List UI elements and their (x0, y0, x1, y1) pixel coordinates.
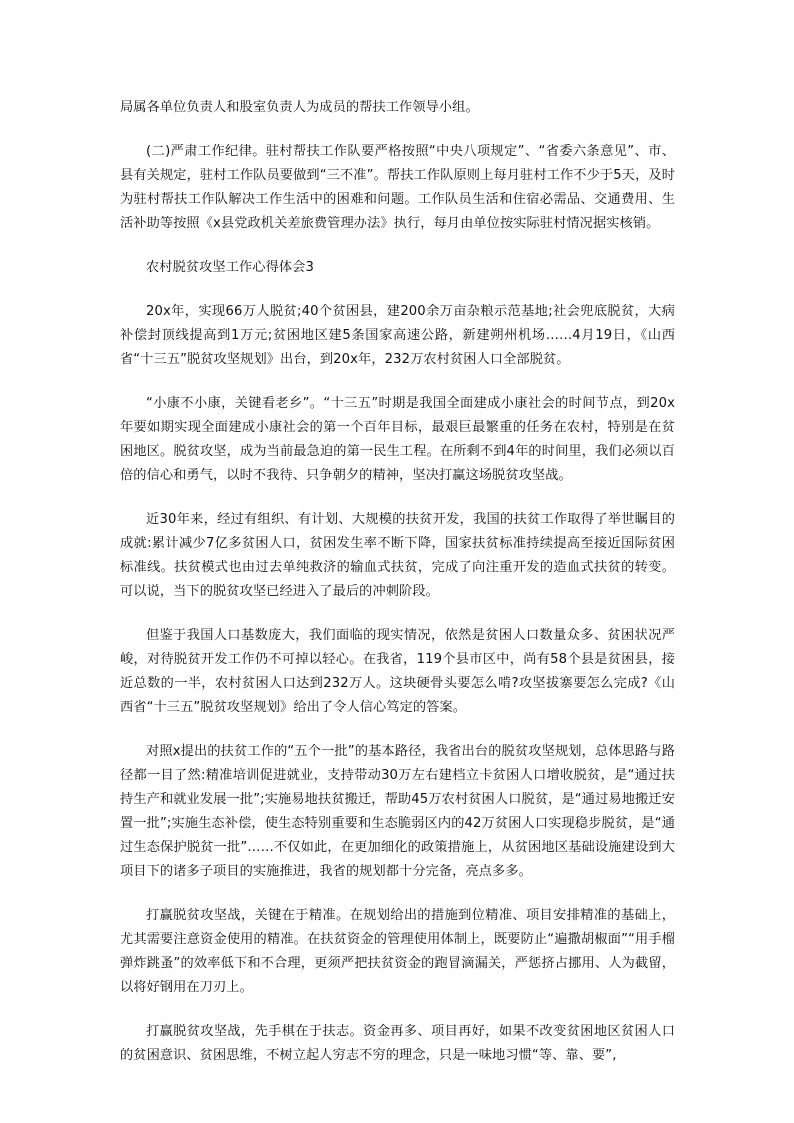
document-body (120, 96, 675, 1088)
paragraph-achievements: 20x年，实现66万人脱贫;40个贫困县，建200余万亩杂粮示范基地;社会兜底脱贫，大病补偿封顶线提高到1万元;贫困地区建5条国家高速公路，新建朔州机场……4月19日，《山西省“十三五”脱贫攻坚规划》出台，到20x年，232万农村贫困人口全部脱贫。 (120, 304, 675, 367)
paragraph-xiaokang: “小康不小康，关键看老乡”。“十三五”时期是我国全面建成小康社会的时间节点，到20x年要如期实现全面建成小康社会的第一个百年目标，最艰巨最繁重的任务在农村，特别是在贫困地区。脱贫攻坚，成为当前最急迫的第一民生工程。在所剩不到4年的时间里，我们必须以百倍的信心和勇气，以时不我待、只争朝夕的精神，坚决打赢这场脱贫攻坚战。 (120, 396, 675, 483)
paragraph-work-discipline: (二)严肃工作纪律。驻村帮扶工作队要严格按照“中央八项规定”、“省委六条意见”、市、县有关规定，驻村工作队员要做到“三不准”。帮扶工作队原则上每月驻村工作不少于5天，及时为驻村帮扶工作队解决工作生活中的困难和问题。工作队员生活和住宿必需品、交通费用、生活补助等按照《x县党政机关差旅费管理办法》执行，每月由单位按实际驻村情况据实核销。 (120, 144, 675, 231)
paragraph-precision: 打赢脱贫攻坚战，关键在于精准。在规划给出的措施到位精准、项目安排精准的基础上，尤其需要注意资金使用的精准。在扶贫资金的管理使用体制上，既要防止“遍撒胡椒面”“用手榴弹炸跳蚤”的效率低下和不合理，更须严把扶贫资金的跑冒滴漏关，严惩挤占挪用、人为截留，以将好钢用在刀刃上。 (120, 908, 675, 995)
paragraph-aspiration: 打赢脱贫攻坚战，先手棋在于扶志。资金再多、项目再好，如果不改变贫困地区贫困人口的贫困意识、贫困思维，不树立起人穷志不穷的理念，只是一味地习惯“等、靠、要”, (120, 1024, 675, 1063)
paragraph-current-situation: 但鉴于我国人口基数庞大，我们面临的现实情况，依然是贫困人口数量众多、贫困状况严峻，对待脱贫开发工作仍不可掉以轻心。在我省，119个县市区中，尚有58个县是贫困县，接近总数的一半，农村贫困人口达到232万人。这块硬骨头要怎么啃?攻坚拔寨要怎么完成?《山西省“十三五”脱贫攻坚规划》给出了令人信心笃定的答案。 (120, 628, 675, 715)
paragraph-five-batches: 对照x提出的扶贫工作的“五个一批”的基本路径，我省出台的脱贫攻坚规划，总体思路与路径都一目了然:精准培训促进就业，支持带动30万左右建档立卡贫困人口增收脱贫，是“通过扶持生产和就业发展一批”;实施易地扶贫搬迁，帮助45万农村贫困人口脱贫，是“通过易地搬迁安置一批”;实施生态补偿，使生态特别重要和生态脆弱区内的42万贫困人口实现稳步脱贫，是“通过生态保护脱贫一批”……不仅如此，在更加细化的政策措施上，从贫困地区基础设施建设到大项目下的诸多子项目的实施推进，我省的规划都十分完备，亮点多多。 (120, 744, 675, 879)
section-heading: 农村脱贫攻坚工作心得体会3 (146, 260, 314, 275)
paragraph-leadership-group: 局属各单位负责人和股室负责人为成员的帮扶工作领导小组。 (120, 100, 479, 115)
paragraph-thirty-years: 近30年来，经过有组织、有计划、大规模的扶贫开发，我国的扶贫工作取得了举世瞩目的成就:累计减少7亿多贫困人口，贫困发生率不断下降，国家扶贫标准持续提高至接近国际贫困标准线。扶贫模式也由过去单纯救济的输血式扶贫，完成了向注重开发的造血式扶贫的转变。可以说，当下的脱贫攻坚已经进入了最后的冲刺阶段。 (120, 512, 675, 599)
